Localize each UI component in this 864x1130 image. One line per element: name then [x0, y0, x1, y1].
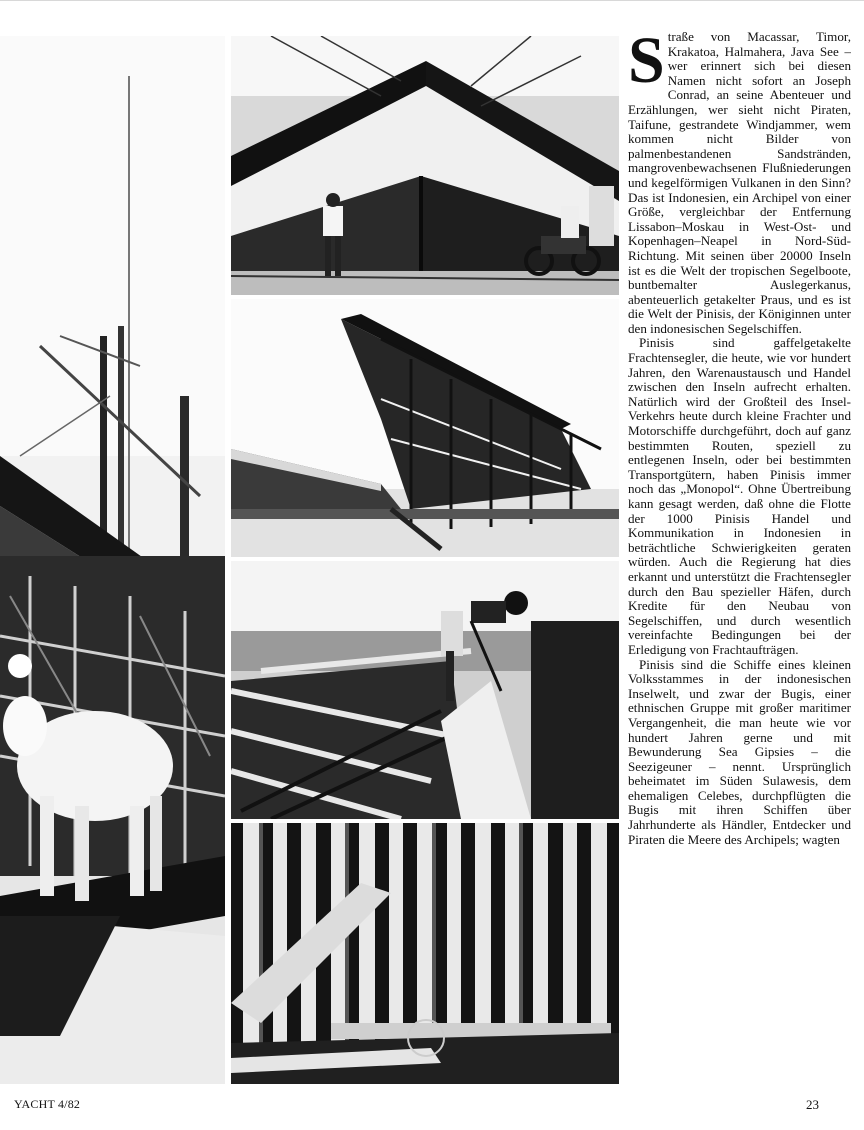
article-paragraph-2: Pinisis sind gaffelgetakelte Frachtensegler, die heute, wie vor hundert Jahren, den Warenaustausch und Handel zwischen den Inseln aufrecht erhalten. Natürlich wird der Großteil des Insel-Verkehrs heute durch kleine Frachter und Motorschiffe durchgeführt, doch auf ganz bestimmten Routen, speziell zu entlegenen Inseln, oder bei bestimmten Transportgütern, haben Pinisis immer noch das „Monopol“. Ohne Übertreibung kann gesagt werden, daß ohne die Flotte der 1000 Pinisis Handel und Kommunikation in Indonesien in beträchtliche Schwierigkeiten geraten würden. Auch die Regierung hat dies erkannt und unterstützt die Frachtensegler durch den Bau spezieller Häfen, durch Kredite für den Neubau von Segelschiffen, und durch wesentlich vereinfachte Bedingungen bei der Erledigung von Frachtaufträgen.	[628, 335, 851, 657]
photo-ship-bow	[231, 36, 619, 295]
footer-magazine-issue: YACHT 4/82	[14, 1097, 81, 1111]
photo-hull-under-construction	[231, 299, 619, 557]
drop-cap: S	[628, 30, 665, 97]
article-paragraph-1-text: traße von Macassar, Timor, Krakatoa, Halmahera, Java See – wer erinnert sich bei diesen Namen nicht sofort an Joseph Conrad, an seine Abenteuer und Erzählungen, wer sieht nicht Piraten, Taifune, gestrandete Windjammer, wem kommen nicht Bilder von palmenbestandenen Sandstränden, mangrovenbewachsenen Flußniederungen und kegelförmigen Vulkanen in den Sinn? Das ist Indonesien, ein Archipel von einer Größe, vergleichbar der Entfernung Lissabon–Moskau in West-Ost- und Kopenhagen–Neapel in Nord-Süd-Richtung. Mit seinen über 20000 Inseln ist es die Welt der tropischen Segelboote, buntbemalter Auslegerkanus, abenteuerlich getakelter Praus, und es ist die Welt der Pinisis, der Königinnen unter den indonesischen Segelschiffen.	[628, 30, 851, 336]
photo-ox-under-scaffolding	[0, 36, 225, 1084]
page-top-rule	[0, 0, 864, 1]
article-paragraph-1	[628, 30, 851, 336]
photo-hull-ribs	[231, 823, 619, 1084]
footer-page-number: 23	[806, 1097, 819, 1112]
article-paragraph-3: Pinisis sind die Schiffe eines kleinen Volksstammes in der indonesischen Inselwelt, und zwar der Bugis, einer ethnischen Gruppe mit großer maritimer Vergangenheit, die man heute wie vor hundert Jahren gerne und mit Bewunderung Sea Gipsies – die Seezigeuner – nennt. Ursprünglich beheimatet im Süden Sulawesis, dem ehemaligen Celebes, durchpflügten die Bugis mit ihren Schiffen über Jahrhunderte als Händler, Entdecker und Piraten die Meere des Archipels; wagten	[628, 656, 851, 847]
photo-worker-on-planks	[231, 561, 619, 819]
article-text-column	[628, 30, 851, 1090]
